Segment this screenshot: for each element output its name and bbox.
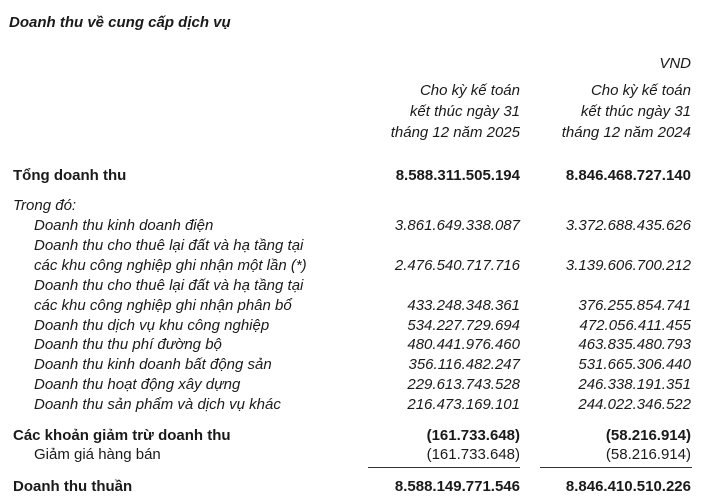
value-2024: (58.216.914)	[605, 427, 691, 444]
row-label: Giảm giá hàng bán	[34, 446, 161, 463]
row-label: Doanh thu thuần	[13, 478, 133, 495]
revenue-item-row	[0, 396, 710, 417]
column-header-2024	[562, 80, 691, 143]
revenue-item-row	[0, 257, 710, 278]
column-header-line: tháng 12 năm 2024	[561, 124, 691, 141]
value-2024: 472.056.411.455	[579, 316, 691, 334]
row-label: Tổng doanh thu	[13, 167, 127, 184]
revenue-item-row	[0, 297, 710, 318]
value-2024: 3.139.606.700.212	[565, 256, 691, 274]
value-2024: 8.846.468.727.140	[565, 167, 691, 184]
value-2024: 376.255.854.741	[578, 296, 691, 314]
row-label: Doanh thu kinh doanh điện	[34, 217, 214, 234]
row-label: Doanh thu kinh doanh bất động sản	[34, 356, 272, 374]
row-label: Doanh thu cho thuê lại đất và hạ tầng tại	[34, 276, 304, 294]
deductions-row	[0, 427, 710, 448]
value-2024: 8.846.410.510.226	[565, 478, 691, 495]
revenue-item-row	[0, 336, 710, 357]
value-2025: 433.248.348.361	[407, 296, 520, 314]
value-2024: (58.216.914)	[605, 446, 691, 463]
column-header-line: tháng 12 năm 2025	[390, 124, 520, 141]
column-header-line: Cho kỳ kế toán	[590, 82, 691, 99]
value-2024: 244.022.346.522	[578, 396, 691, 414]
value-2025: 8.588.149.771.546	[394, 478, 520, 495]
revenue-item-row	[0, 277, 710, 298]
value-2024: 3.372.688.435.626	[565, 217, 691, 234]
net-revenue-row	[0, 478, 710, 499]
total-revenue-row	[0, 167, 710, 188]
row-label: Doanh thu sản phẩm và dịch vụ khác	[34, 396, 281, 414]
column-header-2025	[391, 80, 520, 143]
row-label: Doanh thu hoạt động xây dựng	[34, 376, 241, 394]
row-label: các khu công nghiệp ghi nhận một lần (*)	[34, 256, 307, 274]
row-label: các khu công nghiệp ghi nhận phân bổ	[34, 296, 292, 314]
row-label: Doanh thu dịch vụ khu công nghiệp	[34, 316, 270, 334]
currency-unit: VND	[659, 55, 691, 72]
revenue-item-row	[0, 317, 710, 338]
revenue-item-row	[0, 376, 710, 397]
value-2024: 531.665.306.440	[578, 356, 691, 374]
of-which-row	[0, 197, 710, 218]
value-2025: 534.227.729.694	[407, 316, 520, 334]
value-2025: 2.476.540.717.716	[394, 256, 520, 274]
value-2025: 8.588.311.505.194	[395, 167, 520, 184]
value-2025: 216.473.169.101	[407, 396, 520, 414]
subtotal-rule-2025	[368, 467, 520, 468]
column-header-line: kết thúc ngày 31	[409, 103, 520, 120]
revenue-item-row	[0, 217, 710, 238]
value-2024: 246.338.191.351	[578, 376, 691, 394]
subtotal-rule-2024	[540, 467, 692, 468]
column-header-line: Cho kỳ kế toán	[419, 82, 520, 99]
sales-discount-row	[0, 446, 710, 467]
section-title: Doanh thu về cung cấp dịch vụ	[9, 14, 231, 31]
value-2025: 229.613.743.528	[407, 376, 520, 394]
value-2025: 356.116.482.247	[408, 356, 520, 374]
revenue-item-row	[0, 237, 710, 258]
of-which-label: Trong đó:	[13, 197, 77, 214]
row-label: Doanh thu cho thuê lại đất và hạ tầng tại	[34, 236, 304, 254]
row-label: Doanh thu thu phí đường bộ	[34, 336, 222, 354]
column-header-line: kết thúc ngày 31	[580, 103, 691, 120]
value-2025: 3.861.649.338.087	[394, 217, 520, 234]
value-2025: (161.733.648)	[426, 446, 520, 463]
value-2025: (161.733.648)	[426, 427, 520, 444]
value-2024: 463.835.480.793	[578, 336, 691, 354]
row-label: Các khoản giảm trừ doanh thu	[13, 427, 231, 444]
value-2025: 480.441.976.460	[407, 336, 520, 354]
revenue-item-row	[0, 356, 710, 377]
